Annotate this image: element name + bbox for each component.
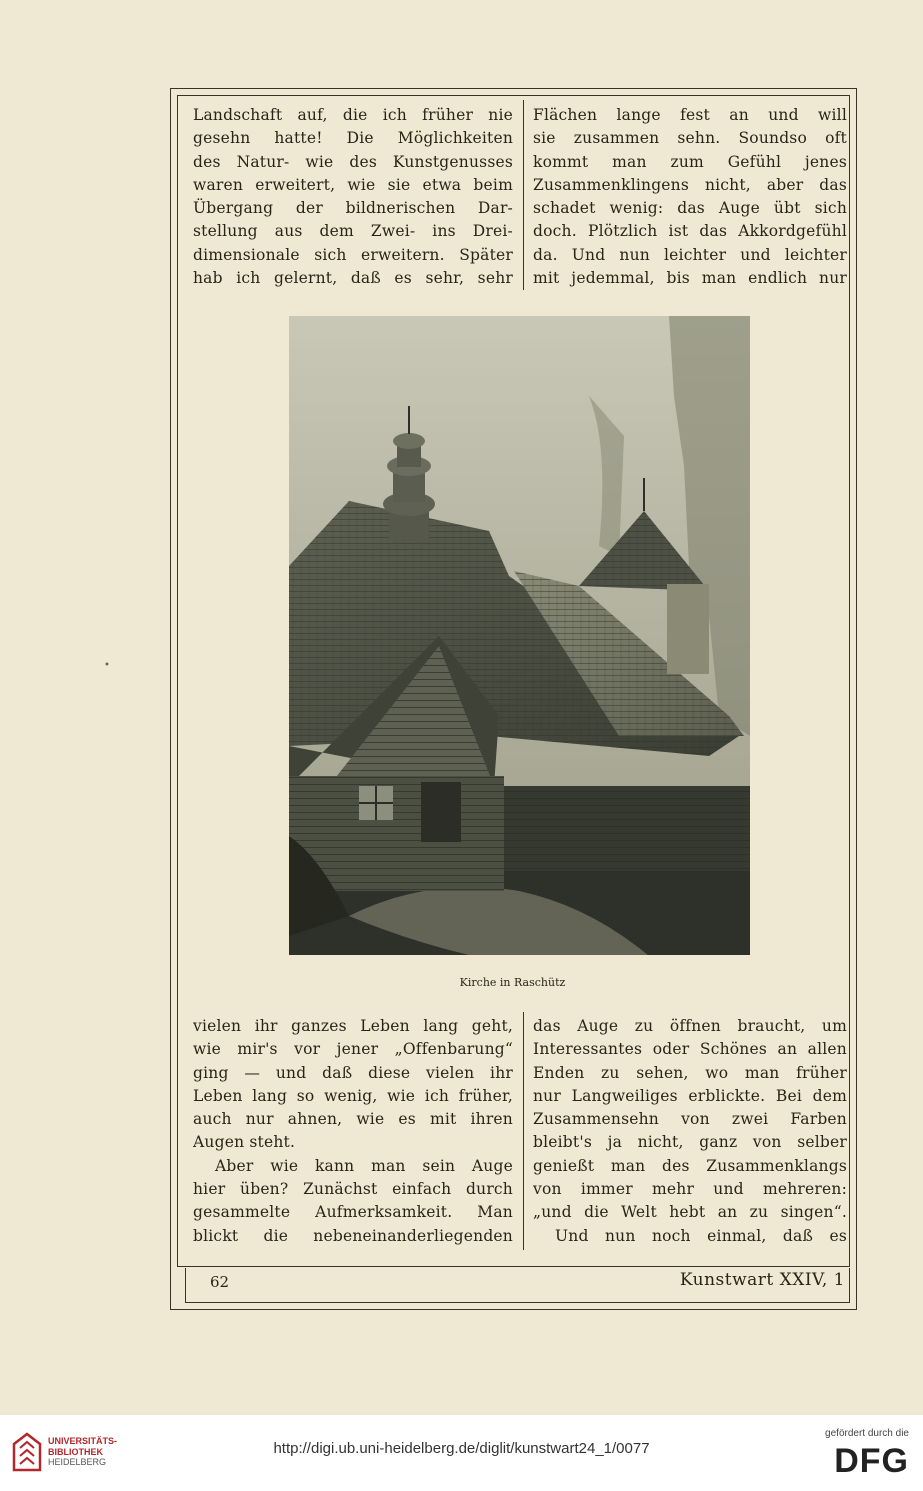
text-line: Enden zu sehen, wo man früher [533,1063,847,1082]
text-line: vielen ihr ganzes Leben lang geht, [193,1017,513,1035]
text-column-bottom-left [193,1015,513,1248]
text-line: das Auge zu öffnen braucht, um [533,1017,847,1035]
text-line: wie mir's vor jener „Offenbarung“ [193,1040,513,1059]
permalink-url[interactable]: http://digi.ub.uni-heidelberg.de/diglit/kunstwart24_1/0077 [273,1440,650,1457]
text-line: stellung aus dem Zwei- ins Drei- [193,222,513,241]
text-line: da. Und nun leichter und leichter [533,245,847,264]
text-line: Zusammensehn von zwei Farben [533,1110,847,1129]
text-line: des Natur- wie des Kunstgenusses [193,152,513,171]
photo-caption: Kirche in Raschütz [459,976,566,989]
funding-note: gefördert durch die [825,1428,909,1439]
text-line: hab ich gelernt, daß es sehr, sehr [193,269,513,288]
column-divider-top [523,100,524,290]
text-column-bottom-right [533,1015,847,1248]
text-line: Flächen lange fest an und will [533,106,847,124]
text-line: schadet wenig: das Auge übt sich [533,199,847,218]
text-line: genießt man des Zusammenklangs [533,1156,847,1175]
text-line: doch. Plötzlich ist das Akkordgefühl [533,222,847,241]
text-line: gesehn hatte! Die Möglichkeiten [193,129,513,148]
text-line: Leben lang so wenig, wie ich früher, [193,1086,513,1105]
text-line: waren erweitert, wie sie etwa beim [193,175,513,194]
text-line: mit jedemmal, bis man endlich nur [533,269,847,288]
text-column-top-left [193,104,513,290]
running-head: Kunstwart XXIV, 1 [679,1270,845,1290]
text-line: Übergang der bildnerischen Dar- [193,199,513,218]
text-line: blickt die nebeneinanderliegenden [193,1226,513,1245]
church-photograph [289,316,750,955]
logo-line-2: BIBLIOTHEK [48,1446,103,1457]
text-line: Landschaft auf, die ich früher nie [193,106,513,124]
text-line: Augen steht. [193,1133,296,1152]
logo-line-1: UNIVERSITÄTS- [48,1436,118,1446]
text-line: dimensionale sich erweitern. Später [193,245,513,264]
text-line: sie zusammen sehn. Soundso oft [533,129,847,148]
text-line: ging — und daß diese vielen ihr [193,1063,513,1082]
text-line: nur Langweiliges erblickte. Bei dem [533,1086,847,1105]
text-line: Interessantes oder Schönes an allen [533,1040,847,1059]
dfg-logo[interactable]: DFG [834,1442,909,1480]
text-column-top-right [533,104,847,290]
text-line: gesammelte Aufmerksamkeit. Man [193,1203,513,1222]
church-illustration [289,316,750,955]
text-line: auch nur ahnen, wie es mit ihren [193,1110,513,1129]
page-number: 62 [210,1273,230,1291]
text-line: Aber wie kann man sein Auge [215,1156,513,1175]
text-line: kommt man zum Gefühl jenes [533,152,847,171]
text-line: bleibt's ja nicht, ganz von selber [533,1133,847,1152]
logo-line-3: HEIDELBERG [48,1457,107,1467]
margin-mark: • [104,660,110,671]
text-line: von immer mehr und mehreren: [533,1180,847,1199]
text-line: „und die Welt hebt an zu singen“. [533,1203,847,1222]
text-line: hier üben? Zunächst einfach durch [193,1180,513,1199]
text-line: Zusammenklingens nicht, aber das [533,175,847,194]
text-line: Und nun noch einmal, daß es [555,1226,847,1245]
column-divider-bottom [523,1012,524,1250]
